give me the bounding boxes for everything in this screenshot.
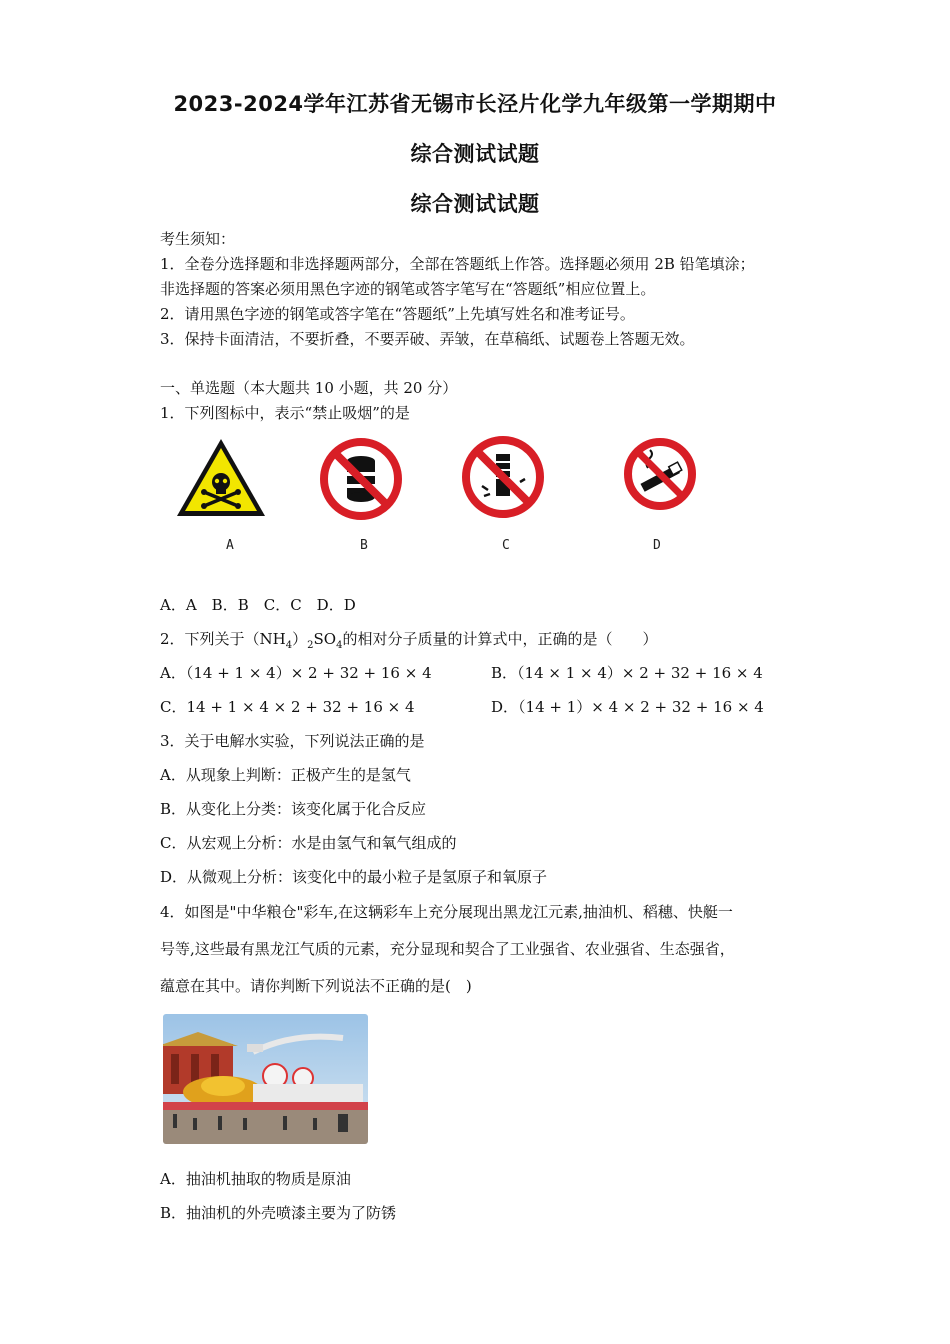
q2-subscript: 4 [285, 640, 293, 651]
q2-stem-part: ） [292, 630, 308, 648]
q4-option-a: A．抽油机抽取的物质是原油 [160, 1170, 351, 1188]
q1-stem: 1．下列图标中，表示“禁止吸烟”的是 [160, 404, 410, 422]
notice-item-3: 3．保持卡面清洁，不要折叠，不要弄破、弄皱，在草稿纸、试题卷上答题无效。 [160, 330, 695, 348]
q3-option-d: D．从微观上分析：该变化中的最小粒子是氢原子和氧原子 [160, 868, 548, 886]
q2-subscript: 2 [307, 640, 314, 651]
no-fireworks-icon [460, 434, 546, 524]
q2-option-b: B．（14 × 1 × 4）× 2 + 32 + 16 × 4 [491, 664, 763, 682]
q1-options: A．A B．B C．C D．D [160, 596, 356, 614]
q4-stem-line3: 蕴意在其中。请你判断下列说法不正确的是( ) [160, 977, 472, 995]
q2-stem-part: 的相对分子质量的计算式中，正确的是（ ） [342, 630, 658, 648]
q2-option-c: C．14 + 1 × 4 × 2 + 32 + 16 × 4 [160, 698, 415, 716]
q2-stem [160, 628, 658, 651]
q1-caption-a: A [226, 538, 234, 553]
notice-item-1a: 1．全卷分选择题和非选择题两部分，全部在答题纸上作答。选择题必须用 2B 铅笔填涂； [160, 255, 755, 273]
no-oil-drum-icon [318, 436, 404, 526]
q3-stem: 3．关于电解水实验，下列说法正确的是 [160, 732, 425, 750]
section-heading: 一、单选题（本大题共 10 小题，共 20 分） [160, 379, 458, 397]
q4-option-b: B．抽油机的外壳喷漆主要为了防锈 [160, 1204, 397, 1222]
q2-subscript: 4 [336, 640, 343, 651]
q4-stem-line1: 4．如图是"中华粮仓"彩车,在这辆彩车上充分展现出黑龙江元素,抽油机、稻穗、快艇一 [160, 903, 733, 921]
notice-item-1b: 非选择题的答案必须用黑色字迹的钢笔或答字笔写在“答题纸”相应位置上。 [160, 280, 656, 298]
no-smoking-icon [622, 436, 698, 516]
q2-option-a: A．（14 + 1 × 4）× 2 + 32 + 16 × 4 [160, 664, 432, 682]
exam-title: 2023-2024学年江苏省无锡市长泾片化学九年级第一学期期中 [173, 92, 777, 116]
q1-caption-b: B [360, 538, 368, 553]
q2-option-d: D．（14 + 1）× 4 × 2 + 32 + 16 × 4 [491, 698, 764, 716]
notice-heading: 考生须知： [160, 230, 236, 248]
exam-subtitle-repeat: 综合测试试题 [410, 192, 540, 216]
parade-float-photo [163, 1014, 368, 1144]
toxic-warning-icon [174, 436, 268, 524]
exam-subtitle: 综合测试试题 [410, 142, 540, 166]
q3-option-c: C．从宏观上分析：水是由氢气和氧气组成的 [160, 834, 457, 852]
q4-stem-line2: 号等,这些最有黑龙江气质的元素，充分显现和契合了工业强省、农业强省、生态强省， [160, 940, 735, 958]
q1-caption-c: C [502, 538, 510, 553]
q2-stem-part: SO [313, 630, 337, 648]
notice-item-2: 2．请用黑色字迹的钢笔或答字笔在“答题纸”上先填写姓名和准考证号。 [160, 305, 635, 323]
q3-option-b: B．从变化上分类：该变化属于化合反应 [160, 800, 427, 818]
q1-caption-d: D [653, 538, 661, 553]
q2-stem-part: 2．下列关于（NH [160, 630, 286, 648]
q3-option-a: A．从现象上判断：正极产生的是氢气 [160, 766, 411, 784]
